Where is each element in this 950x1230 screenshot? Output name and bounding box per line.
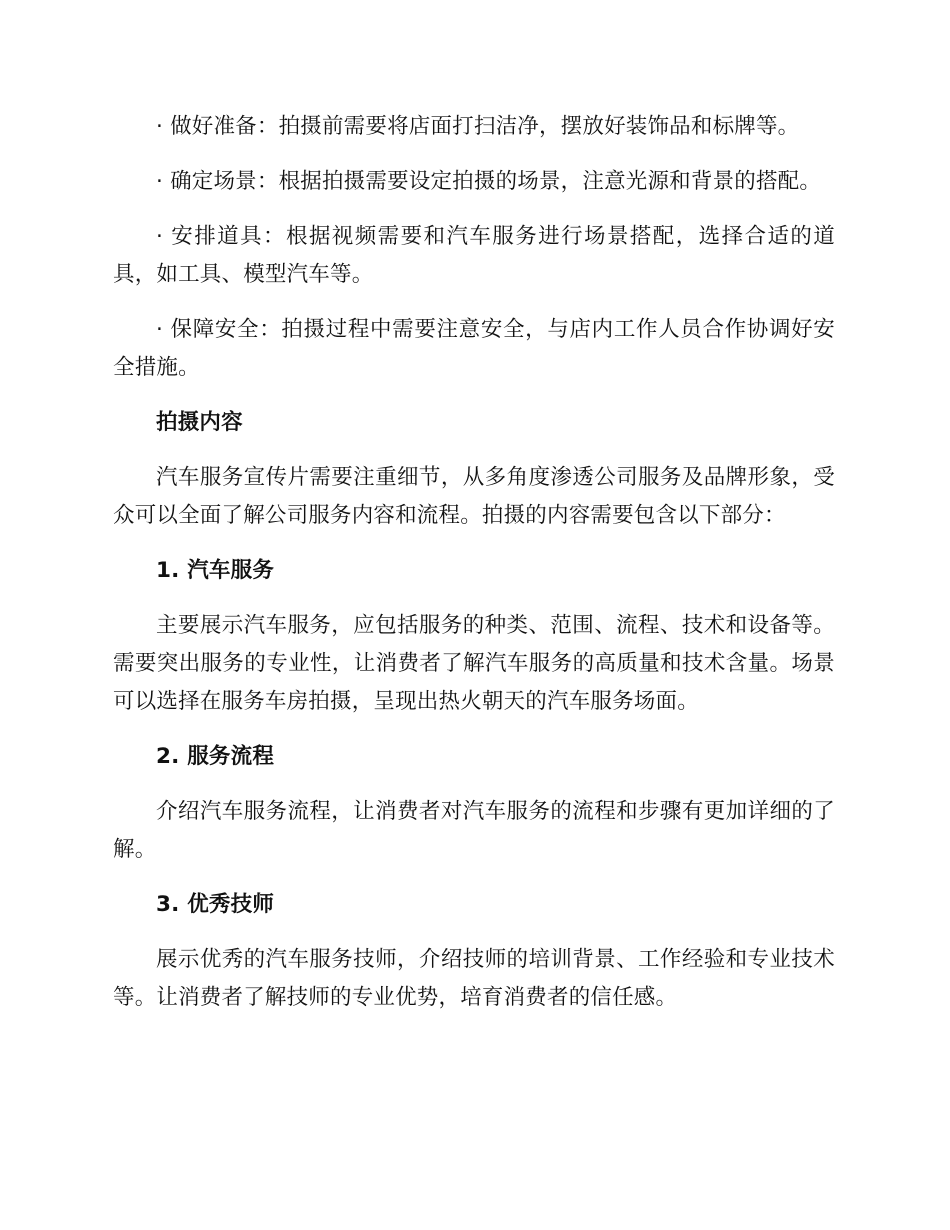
heading-shooting-content: 拍摄内容 [156, 410, 243, 435]
heading-technicians: 3. 优秀技师 [156, 892, 275, 917]
heading-service-process: 2. 服务流程 [156, 744, 275, 769]
bullet-preparation: · 做好准备：拍摄前需要将店面打扫洁净，摆放好装饰品和标牌等。 [156, 114, 800, 139]
document-body [113, 108, 835, 1034]
car-service-paragraph: 主要展示汽车服务，应包括服务的种类、范围、流程、技术和设备等。需要突出服务的专业性，让消费者了解汽车服务的高质量和技术含量。场景可以选择在服务车房拍摄，呈现出热火朝天的汽车服务场面。 [113, 613, 835, 714]
technicians-paragraph: 展示优秀的汽车服务技师，介绍技师的培训背景、工作经验和专业技术等。让消费者了解技师的专业优势，培育消费者的信任感。 [113, 947, 835, 1010]
service-process-paragraph: 介绍汽车服务流程，让消费者对汽车服务的流程和步骤有更加详细的了解。 [113, 799, 835, 862]
bullet-scene: · 确定场景：根据拍摄需要设定拍摄的场景，注意光源和背景的搭配。 [156, 169, 822, 194]
bullet-safety: · 保障安全：拍摄过程中需要注意安全，与店内工作人员合作协调好安全措施。 [113, 317, 835, 380]
heading-car-service: 1. 汽车服务 [156, 558, 275, 583]
intro-paragraph: 汽车服务宣传片需要注重细节，从多角度渗透公司服务及品牌形象，受众可以全面了解公司服务内容和流程。拍摄的内容需要包含以下部分： [113, 465, 835, 528]
bullet-props: · 安排道具：根据视频需要和汽车服务进行场景搭配，选择合适的道具，如工具、模型汽车等。 [113, 224, 835, 287]
